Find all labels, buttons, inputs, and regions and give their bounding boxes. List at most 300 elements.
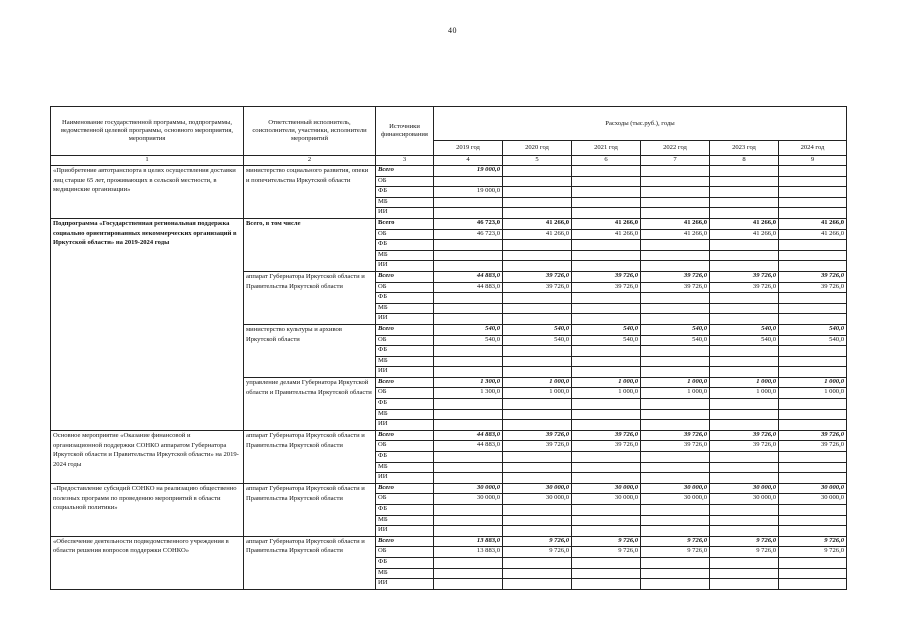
- amount-cell: [434, 261, 503, 272]
- header-year: 2023 год: [710, 141, 779, 156]
- amount-cell: 9 726,0: [641, 536, 710, 547]
- amount-cell: [641, 303, 710, 314]
- amount-cell: [572, 579, 641, 590]
- amount-cell: [710, 452, 779, 463]
- amount-cell: 30 000,0: [503, 483, 572, 494]
- amount-cell: [434, 579, 503, 590]
- funding-source-cell: ИИ: [376, 208, 434, 219]
- column-number: 6: [572, 156, 641, 166]
- amount-cell: [572, 526, 641, 537]
- amount-cell: 46 723,0: [434, 218, 503, 229]
- funding-source-cell: ОБ: [376, 494, 434, 505]
- amount-cell: [572, 250, 641, 261]
- amount-cell: [434, 346, 503, 357]
- amount-cell: [503, 303, 572, 314]
- funding-source-cell: МБ: [376, 250, 434, 261]
- amount-cell: 30 000,0: [710, 483, 779, 494]
- amount-cell: 41 266,0: [503, 218, 572, 229]
- amount-cell: [503, 367, 572, 378]
- executor-cell: управление делами Губернатора Иркутской области и Правительства Иркутской области: [244, 377, 376, 430]
- amount-cell: [779, 197, 847, 208]
- amount-cell: 30 000,0: [641, 494, 710, 505]
- amount-cell: 39 726,0: [710, 441, 779, 452]
- funding-source-cell: ФБ: [376, 399, 434, 410]
- amount-cell: 39 726,0: [641, 441, 710, 452]
- amount-cell: [572, 240, 641, 251]
- amount-cell: [572, 356, 641, 367]
- amount-cell: 41 266,0: [572, 229, 641, 240]
- amount-cell: [572, 515, 641, 526]
- column-number: 3: [376, 156, 434, 166]
- table-row: [51, 483, 847, 494]
- amount-cell: [434, 399, 503, 410]
- amount-cell: [434, 420, 503, 431]
- amount-cell: [779, 452, 847, 463]
- amount-cell: 13 883,0: [434, 536, 503, 547]
- amount-cell: [779, 240, 847, 251]
- amount-cell: [434, 250, 503, 261]
- amount-cell: [503, 526, 572, 537]
- funding-source-cell: МБ: [376, 356, 434, 367]
- amount-cell: [572, 261, 641, 272]
- amount-cell: [434, 452, 503, 463]
- funding-source-cell: МБ: [376, 568, 434, 579]
- amount-cell: 39 726,0: [572, 271, 641, 282]
- amount-cell: [572, 176, 641, 187]
- funding-source-cell: МБ: [376, 462, 434, 473]
- column-number-row: [51, 156, 847, 166]
- amount-cell: 9 726,0: [503, 547, 572, 558]
- amount-cell: 39 726,0: [641, 282, 710, 293]
- amount-cell: [710, 208, 779, 219]
- amount-cell: [710, 187, 779, 198]
- funding-source-cell: Всего: [376, 166, 434, 177]
- amount-cell: [779, 250, 847, 261]
- amount-cell: [779, 261, 847, 272]
- column-number: 2: [244, 156, 376, 166]
- amount-cell: [572, 166, 641, 177]
- amount-cell: 9 726,0: [710, 547, 779, 558]
- table-row: [51, 166, 847, 177]
- amount-cell: [503, 240, 572, 251]
- amount-cell: 39 726,0: [572, 441, 641, 452]
- amount-cell: 30 000,0: [434, 494, 503, 505]
- amount-cell: [434, 557, 503, 568]
- amount-cell: [779, 176, 847, 187]
- amount-cell: [710, 557, 779, 568]
- header-executor: Ответственный исполнитель, соисполнители, участники, исполнители мероприятий: [244, 107, 376, 156]
- funding-source-cell: ИИ: [376, 526, 434, 537]
- amount-cell: [779, 346, 847, 357]
- amount-cell: 1 000,0: [779, 388, 847, 399]
- amount-cell: [503, 399, 572, 410]
- amount-cell: 1 000,0: [641, 388, 710, 399]
- funding-source-cell: МБ: [376, 515, 434, 526]
- amount-cell: [710, 261, 779, 272]
- funding-source-cell: Всего: [376, 218, 434, 229]
- amount-cell: 44 883,0: [434, 441, 503, 452]
- amount-cell: [572, 303, 641, 314]
- column-number: 1: [51, 156, 244, 166]
- amount-cell: [710, 462, 779, 473]
- funding-source-cell: ОБ: [376, 388, 434, 399]
- amount-cell: [434, 409, 503, 420]
- amount-cell: [641, 409, 710, 420]
- amount-cell: 30 000,0: [572, 483, 641, 494]
- amount-cell: [641, 356, 710, 367]
- amount-cell: 30 000,0: [572, 494, 641, 505]
- amount-cell: 39 726,0: [641, 430, 710, 441]
- executor-cell: аппарат Губернатора Иркутской области и Правительства Иркутской области: [244, 536, 376, 589]
- amount-cell: 39 726,0: [710, 430, 779, 441]
- amount-cell: [710, 166, 779, 177]
- amount-cell: 39 726,0: [503, 282, 572, 293]
- amount-cell: [641, 367, 710, 378]
- amount-cell: [779, 568, 847, 579]
- amount-cell: [503, 515, 572, 526]
- amount-cell: [572, 462, 641, 473]
- amount-cell: [572, 293, 641, 304]
- amount-cell: [710, 399, 779, 410]
- executor-cell: министерство социального развития, опеки и попечительства Иркутской области: [244, 166, 376, 219]
- amount-cell: 1 000,0: [572, 377, 641, 388]
- header-name: Наименование государственной программы, подпрограммы, ведомственной целевой программы, основного мероприятия, мероприятия: [51, 107, 244, 156]
- amount-cell: [779, 399, 847, 410]
- amount-cell: [434, 208, 503, 219]
- funding-source-cell: ФБ: [376, 187, 434, 198]
- amount-cell: [779, 303, 847, 314]
- amount-cell: 1 000,0: [641, 377, 710, 388]
- amount-cell: 39 726,0: [503, 441, 572, 452]
- amount-cell: 540,0: [641, 324, 710, 335]
- amount-cell: [710, 293, 779, 304]
- amount-cell: [779, 166, 847, 177]
- amount-cell: [710, 346, 779, 357]
- table-row: [51, 218, 847, 229]
- program-name-cell: «Обеспечение деятельности подведомственного учреждения в области решения вопросов поддержки СОНКО»: [51, 536, 244, 589]
- amount-cell: 540,0: [434, 324, 503, 335]
- amount-cell: 39 726,0: [779, 282, 847, 293]
- amount-cell: 41 266,0: [641, 218, 710, 229]
- amount-cell: [503, 250, 572, 261]
- amount-cell: [710, 197, 779, 208]
- amount-cell: [710, 303, 779, 314]
- amount-cell: 540,0: [503, 324, 572, 335]
- amount-cell: 30 000,0: [434, 483, 503, 494]
- amount-cell: [434, 303, 503, 314]
- header-year: 2024 год: [779, 141, 847, 156]
- amount-cell: [434, 462, 503, 473]
- amount-cell: [641, 452, 710, 463]
- amount-cell: [572, 187, 641, 198]
- amount-cell: 44 883,0: [434, 271, 503, 282]
- amount-cell: [503, 579, 572, 590]
- amount-cell: [779, 208, 847, 219]
- amount-cell: [641, 240, 710, 251]
- amount-cell: 30 000,0: [503, 494, 572, 505]
- amount-cell: 39 726,0: [779, 271, 847, 282]
- funding-source-cell: ИИ: [376, 473, 434, 484]
- funding-source-cell: ФБ: [376, 557, 434, 568]
- amount-cell: [434, 314, 503, 325]
- amount-cell: [503, 166, 572, 177]
- amount-cell: 1 300,0: [434, 388, 503, 399]
- amount-cell: [572, 409, 641, 420]
- amount-cell: [572, 399, 641, 410]
- column-number: 9: [779, 156, 847, 166]
- amount-cell: 19 000,0: [434, 166, 503, 177]
- amount-cell: [710, 568, 779, 579]
- amount-cell: 39 726,0: [572, 430, 641, 441]
- executor-cell: аппарат Губернатора Иркутской области и Правительства Иркутской области: [244, 271, 376, 324]
- amount-cell: [434, 568, 503, 579]
- amount-cell: [572, 197, 641, 208]
- amount-cell: 39 726,0: [779, 441, 847, 452]
- amount-cell: [641, 473, 710, 484]
- amount-cell: 30 000,0: [779, 483, 847, 494]
- program-name-cell: «Приобретение автотранспорта в целях осуществления доставки лиц старше 65 лет, проживающих в сельской местности, в медицинские организации»: [51, 166, 244, 219]
- amount-cell: [503, 462, 572, 473]
- column-number: 8: [710, 156, 779, 166]
- page-number: 40: [448, 26, 457, 35]
- amount-cell: [503, 420, 572, 431]
- funding-source-cell: ОБ: [376, 176, 434, 187]
- financing-table: [50, 106, 847, 590]
- amount-cell: [779, 367, 847, 378]
- amount-cell: [641, 261, 710, 272]
- amount-cell: [710, 473, 779, 484]
- program-name-cell: Основное мероприятие «Оказание финансовой и организационной поддержки СОНКО аппаратом Губернатора Иркутской области и Правительства Иркутской области» на 2019-2024 годы: [51, 430, 244, 483]
- amount-cell: 41 266,0: [641, 229, 710, 240]
- amount-cell: [779, 526, 847, 537]
- amount-cell: 39 726,0: [710, 282, 779, 293]
- amount-cell: [641, 557, 710, 568]
- amount-cell: [503, 557, 572, 568]
- amount-cell: 540,0: [710, 324, 779, 335]
- amount-cell: [710, 420, 779, 431]
- funding-source-cell: Всего: [376, 483, 434, 494]
- amount-cell: [503, 293, 572, 304]
- amount-cell: [641, 166, 710, 177]
- amount-cell: [641, 526, 710, 537]
- table-body: [51, 107, 847, 590]
- funding-source-cell: Всего: [376, 271, 434, 282]
- amount-cell: [503, 176, 572, 187]
- amount-cell: 540,0: [572, 335, 641, 346]
- amount-cell: 30 000,0: [779, 494, 847, 505]
- amount-cell: [710, 579, 779, 590]
- amount-cell: 41 266,0: [710, 229, 779, 240]
- funding-source-cell: МБ: [376, 303, 434, 314]
- amount-cell: 39 726,0: [641, 271, 710, 282]
- amount-cell: 1 000,0: [503, 388, 572, 399]
- funding-source-cell: ОБ: [376, 229, 434, 240]
- amount-cell: [779, 557, 847, 568]
- amount-cell: 9 726,0: [572, 536, 641, 547]
- amount-cell: [710, 240, 779, 251]
- amount-cell: [572, 208, 641, 219]
- column-number: 4: [434, 156, 503, 166]
- header-year: 2019 год: [434, 141, 503, 156]
- amount-cell: 9 726,0: [710, 536, 779, 547]
- amount-cell: [641, 462, 710, 473]
- amount-cell: [641, 399, 710, 410]
- header-year: 2020 год: [503, 141, 572, 156]
- amount-cell: [779, 579, 847, 590]
- amount-cell: [779, 473, 847, 484]
- amount-cell: [779, 314, 847, 325]
- amount-cell: [503, 473, 572, 484]
- amount-cell: 13 883,0: [434, 547, 503, 558]
- funding-source-cell: ИИ: [376, 314, 434, 325]
- amount-cell: 41 266,0: [710, 218, 779, 229]
- amount-cell: 1 300,0: [434, 377, 503, 388]
- amount-cell: [434, 293, 503, 304]
- executor-cell: аппарат Губернатора Иркутской области и Правительства Иркутской области: [244, 483, 376, 536]
- amount-cell: [503, 187, 572, 198]
- funding-source-cell: ИИ: [376, 579, 434, 590]
- header-row: [51, 107, 847, 141]
- amount-cell: 9 726,0: [779, 536, 847, 547]
- amount-cell: [503, 505, 572, 516]
- amount-cell: 30 000,0: [710, 494, 779, 505]
- amount-cell: [710, 367, 779, 378]
- funding-source-cell: Всего: [376, 377, 434, 388]
- amount-cell: [710, 526, 779, 537]
- amount-cell: [710, 314, 779, 325]
- amount-cell: 540,0: [779, 324, 847, 335]
- amount-cell: [641, 187, 710, 198]
- funding-source-cell: ФБ: [376, 293, 434, 304]
- amount-cell: [641, 420, 710, 431]
- funding-source-cell: ИИ: [376, 261, 434, 272]
- amount-cell: [503, 452, 572, 463]
- amount-cell: 30 000,0: [641, 483, 710, 494]
- amount-cell: [572, 473, 641, 484]
- amount-cell: 540,0: [641, 335, 710, 346]
- amount-cell: [503, 409, 572, 420]
- amount-cell: 44 883,0: [434, 430, 503, 441]
- amount-cell: 41 266,0: [779, 229, 847, 240]
- amount-cell: 540,0: [434, 335, 503, 346]
- amount-cell: [641, 293, 710, 304]
- amount-cell: [641, 568, 710, 579]
- amount-cell: 1 000,0: [710, 388, 779, 399]
- amount-cell: [434, 356, 503, 367]
- funding-source-cell: МБ: [376, 409, 434, 420]
- amount-cell: [710, 250, 779, 261]
- amount-cell: 39 726,0: [710, 271, 779, 282]
- amount-cell: [641, 176, 710, 187]
- amount-cell: [503, 261, 572, 272]
- amount-cell: [641, 250, 710, 261]
- program-name-cell: Подпрограмма «Государственная региональная поддержка социально ориентированных некоммерческих организаций в Иркутской области» на 2019-2024 годы: [51, 218, 244, 430]
- amount-cell: [572, 420, 641, 431]
- amount-cell: 540,0: [779, 335, 847, 346]
- amount-cell: 19 000,0: [434, 187, 503, 198]
- amount-cell: [641, 197, 710, 208]
- funding-source-cell: Всего: [376, 324, 434, 335]
- funding-source-cell: ФБ: [376, 452, 434, 463]
- amount-cell: [503, 346, 572, 357]
- amount-cell: [434, 505, 503, 516]
- amount-cell: [434, 176, 503, 187]
- amount-cell: [779, 356, 847, 367]
- amount-cell: 9 726,0: [641, 547, 710, 558]
- amount-cell: 9 726,0: [572, 547, 641, 558]
- amount-cell: 41 266,0: [779, 218, 847, 229]
- amount-cell: [503, 356, 572, 367]
- amount-cell: 540,0: [503, 335, 572, 346]
- amount-cell: [434, 197, 503, 208]
- amount-cell: [434, 515, 503, 526]
- amount-cell: [641, 579, 710, 590]
- amount-cell: [572, 557, 641, 568]
- amount-cell: [572, 367, 641, 378]
- amount-cell: 44 883,0: [434, 282, 503, 293]
- amount-cell: [503, 314, 572, 325]
- column-number: 7: [641, 156, 710, 166]
- amount-cell: [572, 346, 641, 357]
- amount-cell: 39 726,0: [503, 430, 572, 441]
- amount-cell: [710, 505, 779, 516]
- header-source: Источники финансирования: [376, 107, 434, 156]
- amount-cell: 540,0: [710, 335, 779, 346]
- table-row: [51, 536, 847, 547]
- amount-cell: 1 000,0: [710, 377, 779, 388]
- amount-cell: 9 726,0: [503, 536, 572, 547]
- amount-cell: [779, 187, 847, 198]
- amount-cell: [572, 505, 641, 516]
- funding-source-cell: МБ: [376, 197, 434, 208]
- amount-cell: [710, 409, 779, 420]
- amount-cell: [779, 462, 847, 473]
- amount-cell: [503, 568, 572, 579]
- header-year: 2021 год: [572, 141, 641, 156]
- executor-cell: министерство культуры и архивов Иркутской области: [244, 324, 376, 377]
- amount-cell: [779, 505, 847, 516]
- funding-source-cell: ОБ: [376, 547, 434, 558]
- amount-cell: [710, 515, 779, 526]
- amount-cell: [572, 452, 641, 463]
- amount-cell: [779, 515, 847, 526]
- funding-source-cell: Всего: [376, 536, 434, 547]
- amount-cell: [641, 346, 710, 357]
- funding-source-cell: ОБ: [376, 335, 434, 346]
- amount-cell: 1 000,0: [572, 388, 641, 399]
- amount-cell: [779, 420, 847, 431]
- amount-cell: [779, 293, 847, 304]
- amount-cell: [710, 356, 779, 367]
- funding-source-cell: Всего: [376, 430, 434, 441]
- amount-cell: 41 266,0: [572, 218, 641, 229]
- amount-cell: 540,0: [572, 324, 641, 335]
- header-expenses: Расходы (тыс.руб.), годы: [434, 107, 847, 141]
- amount-cell: [710, 176, 779, 187]
- amount-cell: [434, 367, 503, 378]
- amount-cell: 9 726,0: [779, 547, 847, 558]
- amount-cell: [641, 505, 710, 516]
- amount-cell: [503, 197, 572, 208]
- header-year: 2022 год: [641, 141, 710, 156]
- funding-source-cell: ФБ: [376, 505, 434, 516]
- amount-cell: [434, 240, 503, 251]
- funding-source-cell: ОБ: [376, 282, 434, 293]
- amount-cell: [503, 208, 572, 219]
- amount-cell: [779, 409, 847, 420]
- funding-source-cell: ФБ: [376, 240, 434, 251]
- funding-source-cell: ИИ: [376, 420, 434, 431]
